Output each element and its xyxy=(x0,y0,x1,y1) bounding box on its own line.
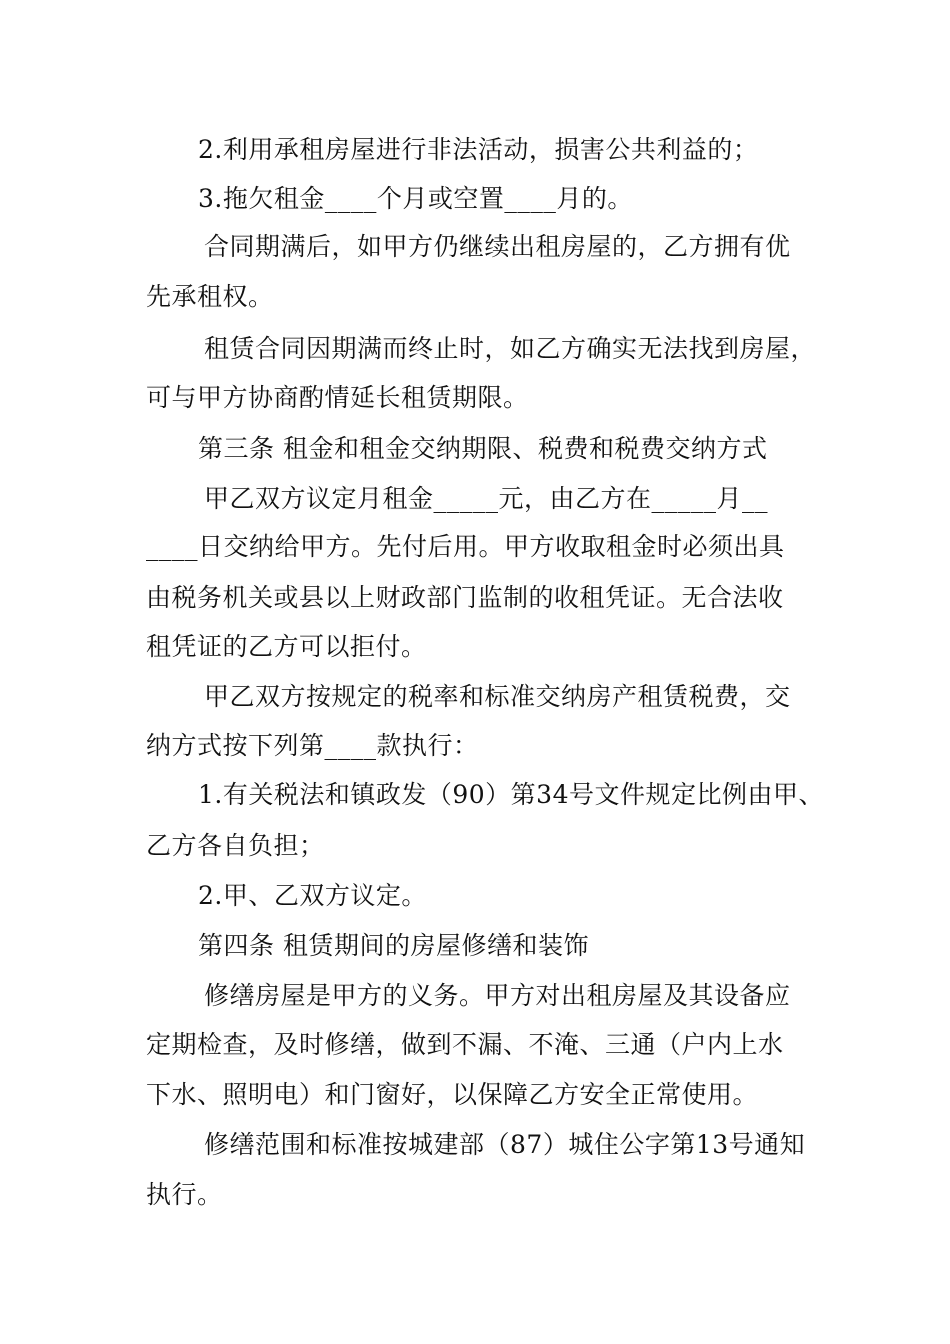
clause-item-1: 1.有关税法和镇政发（90）第34号文件规定比例由甲、 xyxy=(198,780,824,809)
paragraph-line: 先承租权。 xyxy=(146,282,274,311)
paragraph-line: 合同期满后，如甲方仍继续出租房屋的，乙方拥有优 xyxy=(204,232,791,261)
paragraph-line: ____日交纳给甲方。先付后用。甲方收取租金时必须出具 xyxy=(146,532,785,561)
clause-item-2: 2.利用承租房屋进行非法活动，损害公共利益的； xyxy=(198,135,759,164)
paragraph-line: 修缮房屋是甲方的义务。甲方对出租房屋及其设备应 xyxy=(204,981,791,1010)
paragraph-line: 租赁合同因期满而终止时，如乙方确实无法找到房屋， xyxy=(204,334,817,363)
paragraph-line: 下水、照明电）和门窗好，以保障乙方安全正常使用。 xyxy=(146,1080,759,1109)
clause-item-3: 3.拖欠租金____个月或空置____月的。 xyxy=(198,184,633,213)
paragraph-line: 甲乙双方按规定的税率和标准交纳房产租赁税费，交 xyxy=(204,682,791,711)
article-4-heading: 第四条 租赁期间的房屋修缮和装饰 xyxy=(198,931,589,960)
clause-item-2: 2.甲、乙双方议定。 xyxy=(198,881,427,910)
paragraph-line: 执行。 xyxy=(146,1180,223,1209)
paragraph-line: 由税务机关或县以上财政部门监制的收租凭证。无合法收 xyxy=(146,583,784,612)
paragraph-line: 租凭证的乙方可以拒付。 xyxy=(146,632,427,661)
article-3-heading: 第三条 租金和租金交纳期限、税费和税费交纳方式 xyxy=(198,434,768,463)
paragraph-line: 乙方各自负担； xyxy=(146,831,325,860)
paragraph-line: 可与甲方协商酌情延长租赁期限。 xyxy=(146,383,529,412)
paragraph-line: 修缮范围和标准按城建部（87）城住公字第13号通知 xyxy=(204,1130,806,1159)
paragraph-line: 纳方式按下列第____款执行： xyxy=(146,731,479,760)
paragraph-line: 甲乙双方议定月租金_____元，由乙方在_____月__ xyxy=(204,484,769,513)
paragraph-line: 定期检查，及时修缮，做到不漏、不淹、三通（户内上水 xyxy=(146,1030,784,1059)
